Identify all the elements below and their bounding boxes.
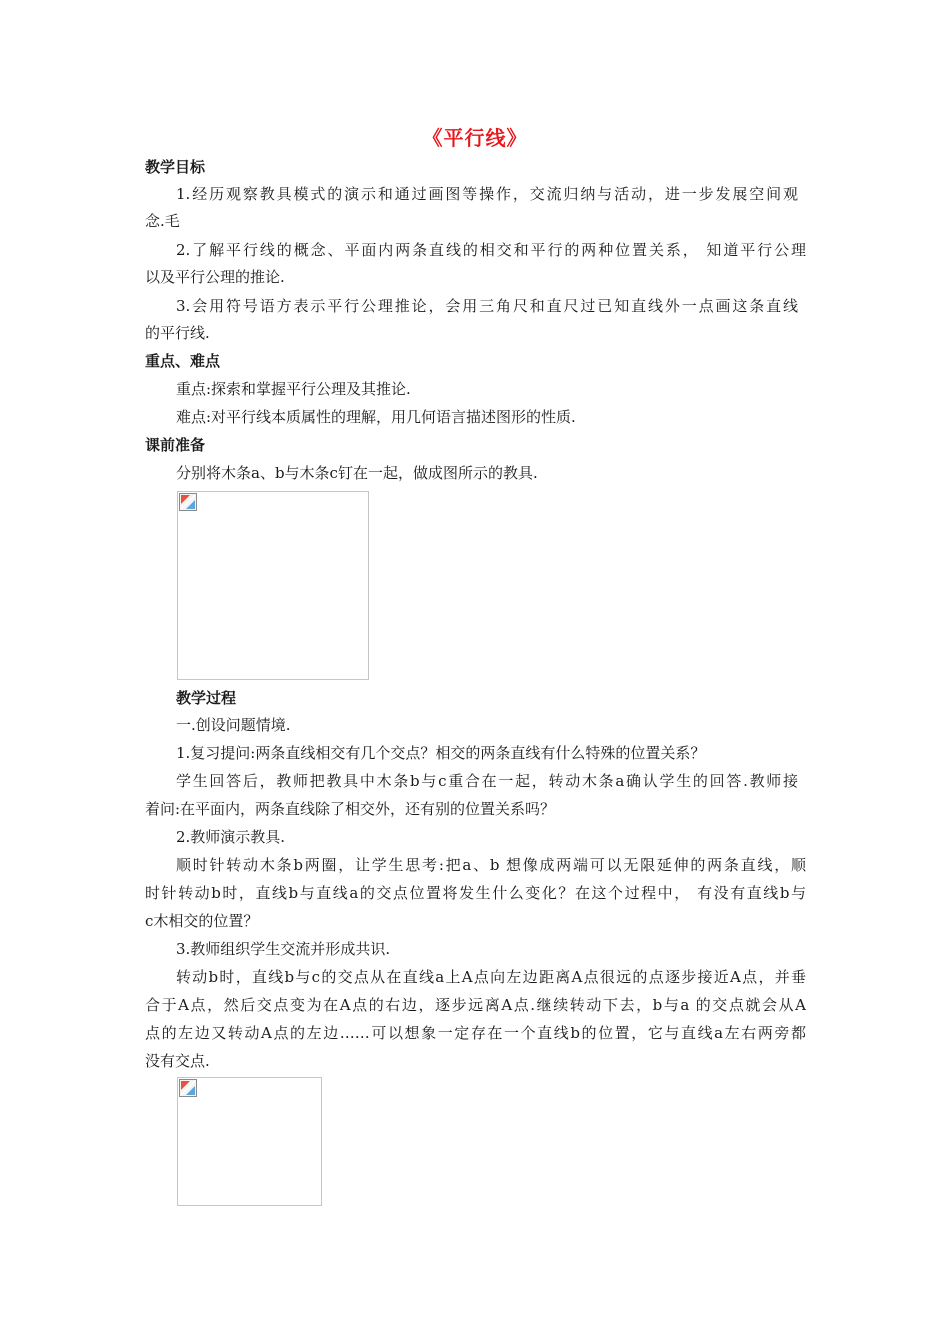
heading-teaching-goals: 教学目标 — [145, 158, 206, 176]
heading-teaching-process: 教学过程 — [176, 689, 237, 707]
figure-teaching-aid — [177, 491, 369, 680]
heading-preparation: 课前准备 — [145, 436, 206, 454]
process-intro: 一.创设问题情境. — [176, 716, 291, 734]
process-answer-2-line-1: 顺时针转动木条b两圈，让学生思考:把a、b 想像成两端可以无限延伸的两条直线，顺 — [176, 856, 806, 874]
broken-image-icon — [179, 1079, 197, 1097]
goal-1-line-1: 1.经历观察教具模式的演示和通过画图等操作，交流归纳与活动，进一步发展空间观 — [176, 185, 798, 203]
page-title: 《平行线》 — [422, 126, 528, 150]
process-answer-3-line-4: 没有交点. — [145, 1052, 210, 1070]
goal-1-line-2: 念.毛 — [145, 212, 180, 230]
goal-2-line-1: 2.了解平行线的概念、平面内两条直线的相交和平行的两种位置关系， 知道平行公理 — [176, 241, 806, 259]
process-question-3: 3.教师组织学生交流并形成共识. — [176, 940, 391, 958]
process-answer-2-line-3: c木相交的位置？ — [145, 912, 259, 930]
goal-3-line-2: 的平行线. — [145, 324, 210, 342]
preparation-text: 分别将木条a、b与木条c钉在一起，做成图所示的教具. — [176, 464, 538, 482]
process-answer-1-line-1: 学生回答后，教师把教具中木条b与c重合在一起，转动木条a确认学生的回答.教师接 — [176, 772, 798, 790]
broken-image-icon — [179, 493, 197, 511]
goal-3-line-1: 3.会用符号语方表示平行公理推论，会用三角尺和直尺过已知直线外一点画这条直线 — [176, 297, 798, 315]
process-question-1: 1.复习提问:两条直线相交有几个交点？相交的两条直线有什么特殊的位置关系？ — [176, 744, 706, 762]
process-answer-3-line-3: 点的左边又转动A点的左边……可以想象一定存在一个直线b的位置，它与直线a左右两旁都 — [145, 1024, 806, 1042]
goal-2-line-2: 以及平行公理的推论. — [145, 268, 285, 286]
process-answer-2-line-2: 时针转动b时，直线b与直线a的交点位置将发生什么变化？在这个过程中， 有没有直线b与 — [145, 884, 806, 902]
process-answer-1-line-2: 着问:在平面内，两条直线除了相交外，还有别的位置关系吗？ — [145, 800, 556, 818]
process-answer-3-line-1: 转动b时，直线b与c的交点从在直线a上A点向左边距离A点很远的点逐步接近A点，并垂 — [176, 968, 806, 986]
process-answer-3-line-2: 合于A点，然后交点变为在A点的右边，逐步远离A点.继续转动下去，b与a 的交点就会从A — [145, 996, 806, 1014]
heading-key-points: 重点、难点 — [145, 352, 221, 370]
figure-rotation — [177, 1077, 322, 1206]
process-question-2: 2.教师演示教具. — [176, 828, 286, 846]
key-point: 重点:探索和掌握平行公理及其推论. — [176, 380, 411, 398]
difficult-point: 难点:对平行线本质属性的理解，用几何语言描述图形的性质. — [176, 408, 576, 426]
